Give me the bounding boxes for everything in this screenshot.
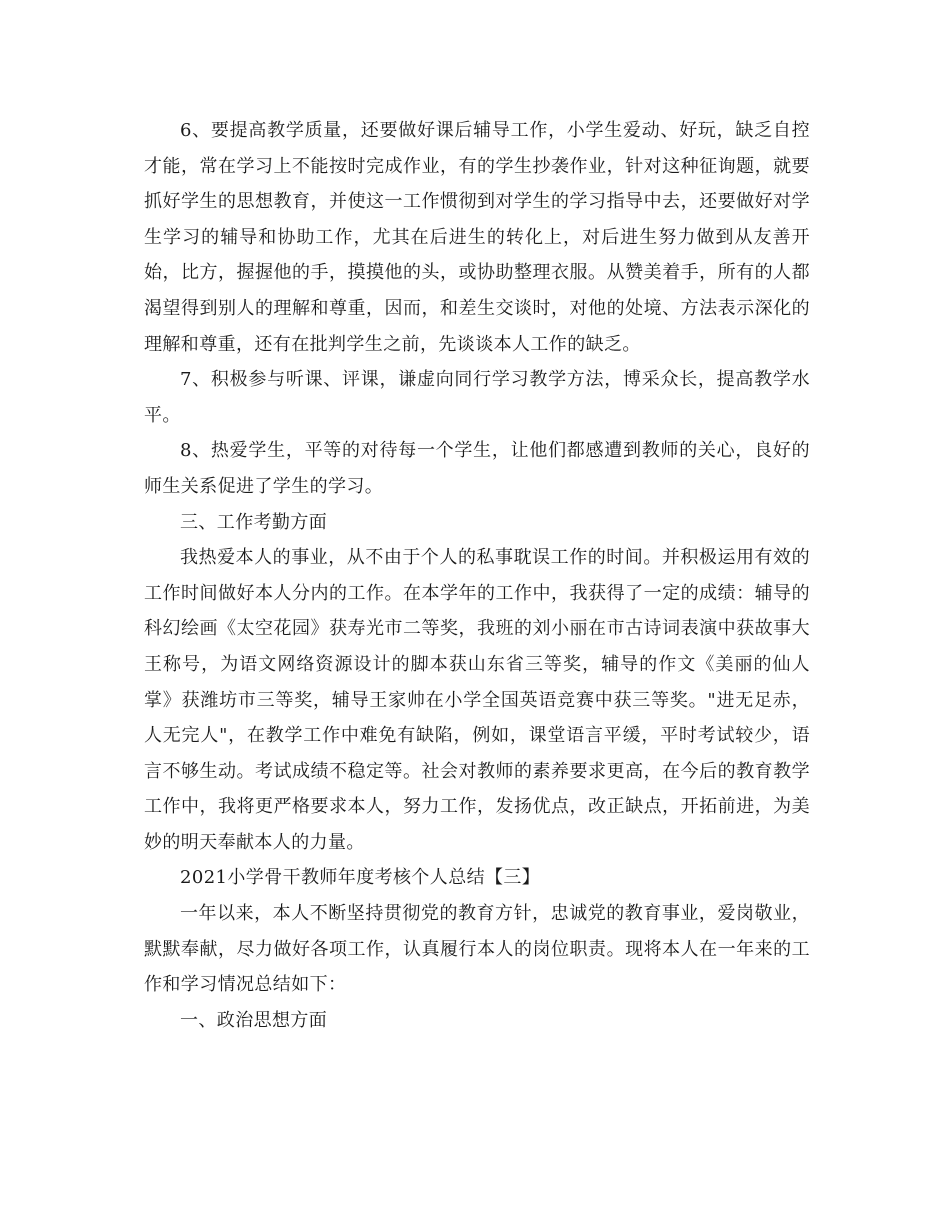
document-body: [144, 113, 810, 1038]
report-title: 2021小学骨干教师年度考核个人总结【三】: [180, 867, 541, 889]
paragraph-item-7: 7、积极参与听课、评课，谦虚向同行学习教学方法，博采众长，提高教学水平。: [144, 369, 810, 426]
section-heading-politics: 一、政治思想方面: [180, 1009, 328, 1031]
paragraph-attendance: 我热爱本人的事业，从不由于个人的私事耽误工作的时间。并积极运用有效的工作时间做好本人分内的工作。在本学年的工作中，我获得了一定的成绩：辅导的科幻绘画《太空花园》获寿光市二等奖，我班的刘小丽在市古诗词表演中获故事大王称号，为语文网络资源设计的脚本获山东省三等奖，辅导的作文《美丽的仙人掌》获潍坊市三等奖，辅导王家帅在小学全国英语竞赛中获三等奖。"进无足赤，人无完人"，在教学工作中难免有缺陷，例如，课堂语言平缓，平时考试较少，语言不够生动。考试成绩不稳定等。社会对教师的素养要求更高，在今后的教育教学工作中，我将更严格要求本人，努力工作，发扬优点，改正缺点，开拓前进，为美妙的明天奉献本人的力量。: [144, 547, 810, 853]
paragraph-item-8: 8、热爱学生，平等的对待每一个学生，让他们都感遭到教师的关心，良好的师生关系促进了学生的学习。: [144, 440, 810, 497]
paragraph-item-6: 6、要提高教学质量，还要做好课后辅导工作，小学生爱动、好玩，缺乏自控才能，常在学习上不能按时完成作业，有的学生抄袭作业，针对这种征询题，就要抓好学生的思想教育，并使这一工作惯彻到对学生的学习指导中去，还要做好对学生学习的辅导和协助工作，尤其在后进生的转化上，对后进生努力做到从友善开始，比方，握握他的手，摸摸他的头，或协助整理衣服。从赞美着手，所有的人都渴望得到别人的理解和尊重，因而，和差生交谈时，对他的处境、方法表示深化的理解和尊重，还有在批判学生之前，先谈谈本人工作的缺乏。: [144, 120, 810, 355]
section-heading-attendance: 三、工作考勤方面: [180, 511, 328, 533]
paragraph-intro: 一年以来，本人不断坚持贯彻党的教育方针，忠诚党的教育事业，爱岗敬业，默默奉献，尽力做好各项工作，认真履行本人的岗位职责。现将本人在一年来的工作和学习情况总结如下：: [144, 903, 810, 996]
